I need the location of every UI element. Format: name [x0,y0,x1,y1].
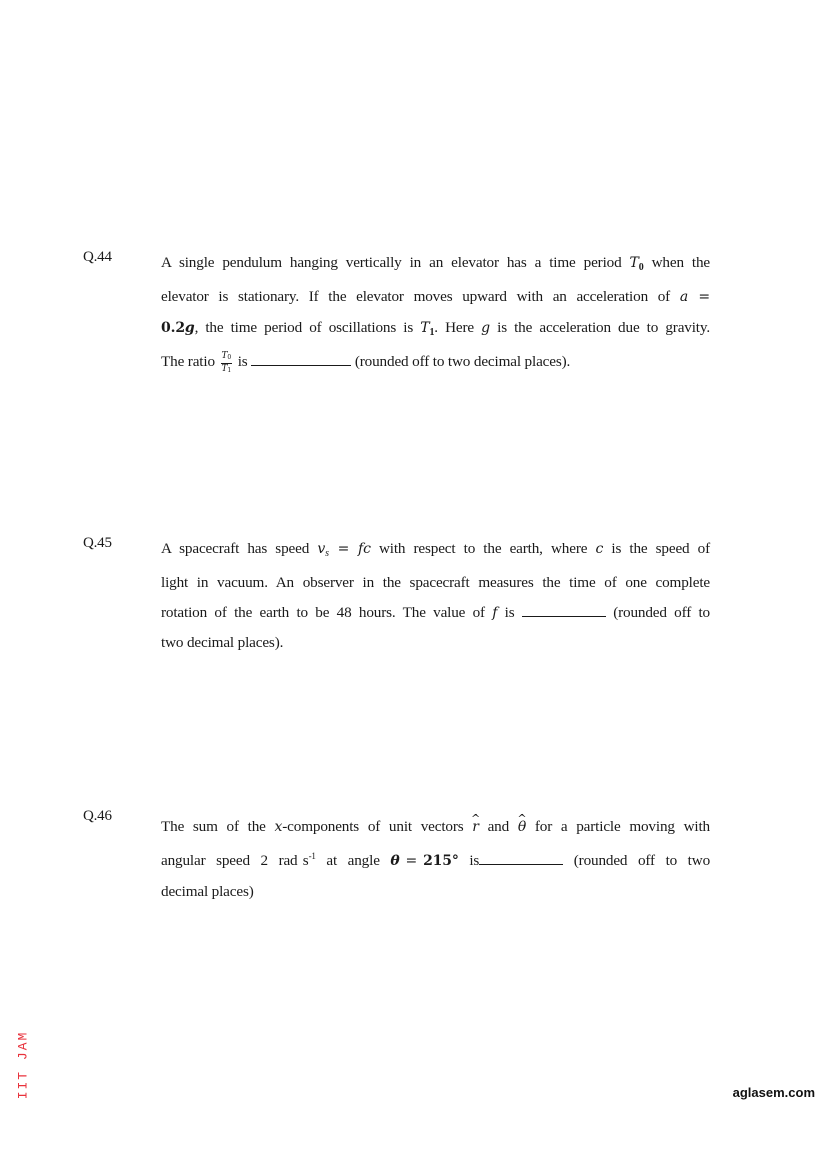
question-number: Q.45 [83,535,112,551]
answer-blank[interactable] [479,850,563,865]
question-number: Q.44 [83,249,112,265]
question-line: The sum of the x-components of unit vectors ^ r · and ^ θ · for a particle moving with [161,812,710,842]
question-text [161,812,710,906]
question-line: The ratio $\frac{T_0}{T_1}$ is (rounded off to two decimal places). [161,350,571,374]
question-line: angular speed 2 rad $s^{-1}$ at angle θ = 215° is (rounded off to two [161,851,711,870]
unit-vector-r: ^ r · [472,813,479,842]
answer-blank[interactable] [251,351,351,366]
question-line: elevator is stationary. If the elevator moves upward with an acceleration of a = [161,288,710,306]
question-line: A spacecraft has speed $v_s$ = fc with respect to the earth, where c is the speed of [161,540,710,559]
unit-vector-theta: ^ θ · [518,813,526,842]
answer-blank[interactable] [522,602,606,617]
question-text [161,248,710,376]
question-line: A single pendulum hanging vertically in an elevator has a time period $T_0$ when the [161,254,710,273]
question-line: rotation of the earth to be 48 hours. The value of f is (rounded off to [161,603,710,621]
question-line: 0.2g, the time period of oscillations is $T_1$. Here g is the acceleration due to gravity. [161,318,710,338]
watermark-label: IIT JAM [15,1030,31,1100]
fraction: $\frac{T_0}{T_1}$ [221,350,232,374]
site-footer-link[interactable]: aglasem.com [732,1085,815,1100]
question-line: light in vacuum. An observer in the spacecraft measures the time of one complete [161,574,710,592]
question-line: decimal places) [161,882,254,900]
question-text [161,534,710,657]
question-line: two decimal places). [161,633,284,651]
question-number: Q.46 [83,808,112,824]
